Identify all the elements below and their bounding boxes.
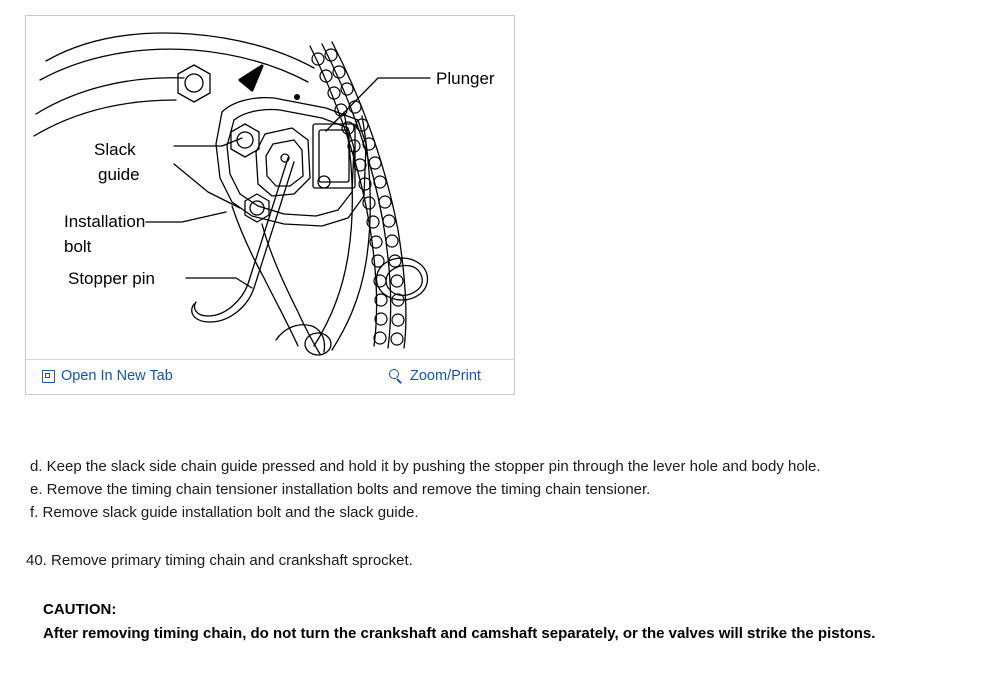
step-40: 40. Remove primary timing chain and crankshaft sprocket. <box>26 552 413 569</box>
substep-list <box>0 455 999 524</box>
figure-label-slack-guide-line2: guide <box>98 165 140 184</box>
open-in-new-tab-label: Open In New Tab <box>61 368 173 384</box>
figure-label-installation-bolt-line1: Installation <box>64 212 146 231</box>
figure-image <box>26 16 514 359</box>
figure-panel <box>25 15 515 395</box>
caution-title: CAUTION: <box>43 601 117 618</box>
figure-label-stopper-pin: Stopper pin <box>68 269 155 288</box>
caution-block <box>0 598 999 646</box>
figure-label-slack-guide-line1: Slack <box>94 140 136 159</box>
open-in-new-tab-button[interactable] <box>42 368 173 384</box>
list-item: d. Keep the slack side chain guide pressed and hold it by pushing the stopper pin through the lever hole and body hole. <box>30 458 821 475</box>
list-item: f. Remove slack guide installation bolt and the slack guide. <box>30 504 419 521</box>
caution-text: After removing timing chain, do not turn the crankshaft and camshaft separately, or the valves will strike the pistons. <box>43 625 876 642</box>
timing-chain-tensioner-diagram <box>26 16 514 359</box>
instruction-text <box>0 455 999 646</box>
magnifier-icon <box>389 369 404 384</box>
figure-label-installation-bolt-line2: bolt <box>64 237 92 256</box>
figure-toolbar <box>26 359 514 394</box>
zoom-print-button[interactable] <box>389 368 481 384</box>
zoom-print-label: Zoom/Print <box>410 368 481 384</box>
new-tab-icon <box>42 370 55 383</box>
list-item: e. Remove the timing chain tensioner installation bolts and remove the timing chain tensioner. <box>30 481 651 498</box>
figure-label-plunger: Plunger <box>436 69 495 88</box>
